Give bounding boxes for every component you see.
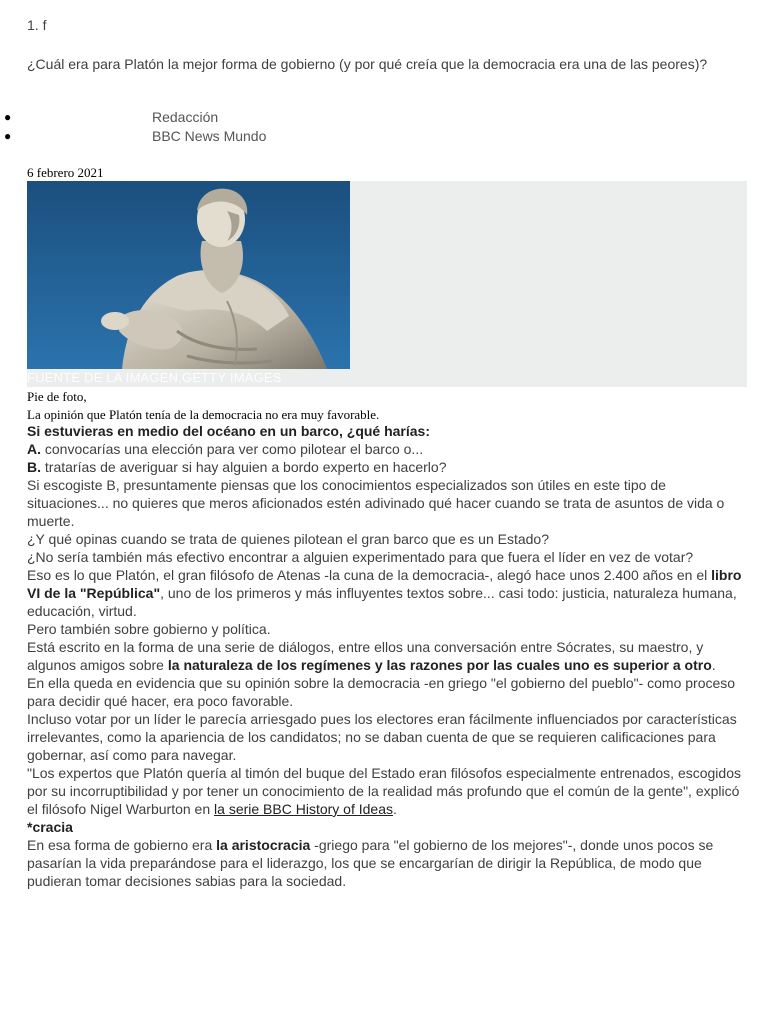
caption-text: La opinión que Platón tenía de la democracia no era muy favorable. xyxy=(27,407,380,422)
byline-list xyxy=(0,108,400,146)
image-caption xyxy=(27,388,379,424)
option-a: A. convocarías una elección para ver como pilotear el barco o... xyxy=(27,441,424,457)
paragraph: ¿No sería también más efectivo encontrar a alguien experimentado para que fuera el líder en vez de votar? xyxy=(27,549,694,565)
publish-date: 6 febrero 2021 xyxy=(27,165,104,180)
byline-outlet: BBC News Mundo xyxy=(152,128,267,144)
paragraph: Pero también sobre gobierno y política. xyxy=(27,621,271,637)
history-of-ideas-link[interactable]: la serie BBC History of Ideas xyxy=(214,801,393,817)
article-headline: ¿Cuál era para Platón la mejor forma de gobierno (y por qué creía que la democracia era una de las peores)? xyxy=(27,56,708,72)
paragraph: Si escogiste B, presuntamente piensas que los conocimientos especializados son útiles en este tipo de situaciones... no quieres que meros aficionados estén adivinado qué hacer cuando se trata de asuntos de vida o muerte. xyxy=(27,477,725,529)
article-figure xyxy=(27,181,747,387)
statue-illustration xyxy=(27,181,350,369)
byline-author: Redacción xyxy=(152,109,219,125)
paragraph: Incluso votar por un líder le parecía arriesgado pues los electores eran fácilmente influenciados por características irrelevantes, como la apariencia de los candidatos; no se daban cuenta de que se requieren calificaciones para gobernar, así como para navegar. xyxy=(27,711,737,763)
caption-label: Pie de foto, xyxy=(27,389,87,404)
bullet-icon: ● xyxy=(4,110,12,124)
paragraph: En esa forma de gobierno era la aristocracia -griego para "el gobierno de los mejores"-, donde unos pocos se pasarían la vida preparándose para el liderazgo, los que se encargarían de dirigir la República, de modo que pudieran tomar decisiones sabias para la sociedad. xyxy=(27,837,714,889)
image-credit: FUENTE DE LA IMAGEN,GETTY IMAGES xyxy=(27,370,282,385)
paragraph: Eso es lo que Platón, el gran filósofo de Atenas -la cuna de la democracia-, alegó hace unos 2.400 años en el libro VI de la "República", uno de los primeros y más influyentes textos sobre... casi todo: justicia, naturaleza humana, educación, virtud. xyxy=(27,567,742,619)
list-number: 1. f xyxy=(27,17,47,33)
bullet-icon: ● xyxy=(4,129,12,143)
plato-statue-image xyxy=(27,181,350,369)
byline-item xyxy=(0,127,400,146)
paragraph: "Los expertos que Platón quería al timón del buque del Estado eran filósofos especialmente entrenados, escogidos por su incorruptibilidad y por tener un conocimiento de la realidad más profundo que el común de la gente", explicó el filósofo Nigel Warburton en la serie BBC History of Ideas. xyxy=(27,765,741,817)
paragraph: ¿Y qué opinas cuando se trata de quienes pilotean el gran barco que es un Estado? xyxy=(27,531,550,547)
paragraph: En ella queda en evidencia que su opinión sobre la democracia -en griego "el gobierno del pueblo"- como proceso para decidir qué hacer, era poco favorable. xyxy=(27,675,736,709)
byline-item xyxy=(0,108,400,127)
question-heading: Si estuvieras en medio del océano en un barco, ¿qué harías: xyxy=(27,423,431,439)
option-b: B. tratarías de averiguar si hay alguien a bordo experto en hacerlo? xyxy=(27,459,447,475)
section-subheading: *cracia xyxy=(27,819,73,835)
article-body xyxy=(27,422,747,890)
paragraph: Está escrito en la forma de una serie de diálogos, entre ellos una conversación entre Sócrates, su maestro, y algunos amigos sobre la naturaleza de los regímenes y las razones por las cuales uno es superior a otro. xyxy=(27,639,716,673)
